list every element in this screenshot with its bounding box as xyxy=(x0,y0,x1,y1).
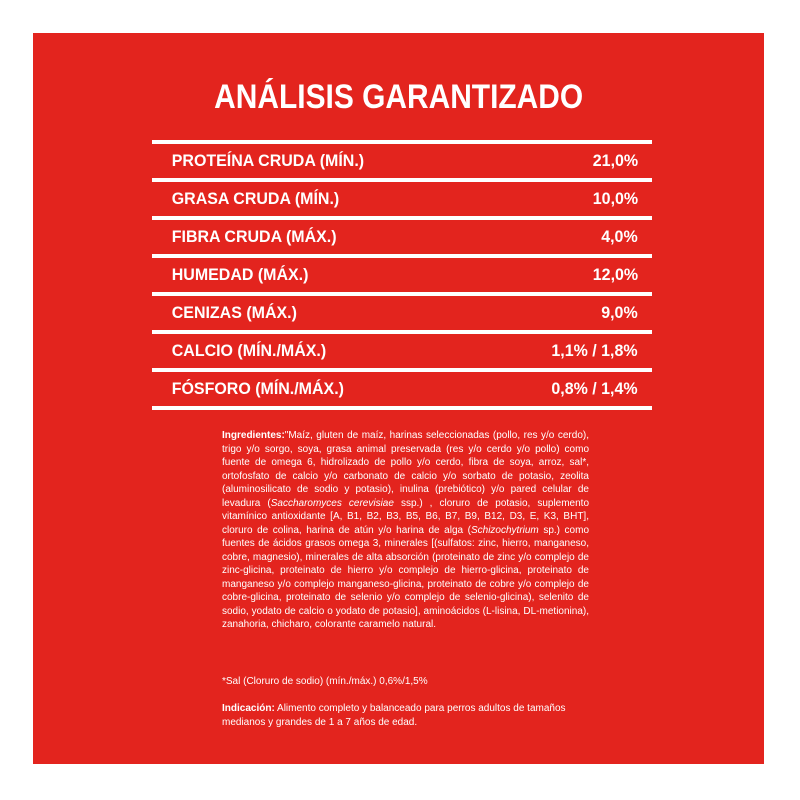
table-row xyxy=(152,330,652,368)
ingredients-paragraph xyxy=(222,429,589,632)
row-label: PROTEÍNA CRUDA (MÍN.) xyxy=(171,151,365,170)
row-value: 4,0% xyxy=(601,227,638,246)
row-value: 1,1% / 1,8% xyxy=(551,341,638,360)
row-label: FIBRA CRUDA (MÁX.) xyxy=(171,227,337,246)
row-label: CALCIO (MÍN./MÁX.) xyxy=(171,341,327,360)
table-row xyxy=(152,140,652,178)
row-value: 0,8% / 1,4% xyxy=(551,379,638,398)
table-row xyxy=(152,368,652,406)
row-label: HUMEDAD (MÁX.) xyxy=(171,265,309,284)
ingredients-segment: Ingredientes: xyxy=(222,430,285,441)
row-label: CENIZAS (MÁX.) xyxy=(171,303,297,322)
salt-footnote: *Sal (Cloruro de sodio) (mín./máx.) 0,6%/1,5% xyxy=(222,676,428,687)
indication-text: Alimento completo y balanceado para perros adultos de tamaños medianos y grandes de 1 a 7 años de edad. xyxy=(222,703,566,728)
table-row xyxy=(152,178,652,216)
row-value: 10,0% xyxy=(592,189,638,208)
ingredients-segment: ssp.) , cloruro de potasio, suplemento vitamínico antioxidante [A, B1, B2, B3, B5, B6, B7, B9, B12, D3, E, K3, BHT], cloruro de colina, harina de atún y/o harina de alga ( xyxy=(222,497,590,536)
row-value: 9,0% xyxy=(601,303,638,322)
ingredients-segment: Saccharomyces cerevisiae xyxy=(270,497,394,509)
guaranteed-analysis-panel xyxy=(33,33,764,764)
ingredients-segment: Schizochytrium xyxy=(470,524,539,536)
indication-paragraph xyxy=(222,702,589,729)
row-label: GRASA CRUDA (MÍN.) xyxy=(171,189,340,208)
row-label: FÓSFORO (MÍN./MÁX.) xyxy=(171,379,344,398)
indication-heading: Indicación: xyxy=(222,703,275,714)
page-title xyxy=(33,80,764,116)
page-title-text: ANÁLISIS GARANTIZADO xyxy=(213,78,583,116)
row-value: 21,0% xyxy=(592,151,638,170)
row-value: 12,0% xyxy=(592,265,638,284)
table-row xyxy=(152,216,652,254)
analysis-table xyxy=(152,140,652,410)
ingredients-segment: sp.) como fuentes de ácidos grasos omega 3, minerales [(sulfatos: zinc, hierro, manganeso, cobre, magnesio), minerales de alta absorción (proteinato de zinc y/o complejo de zinc-glicina, proteinato de hierro y/o complejo de hierro-glicina, proteinato de manganeso y/o complejo manganeso-glicina, proteinato de cobre y/o complejo de cobre-glicina, proteinato de selenio y/o complejo de selenio-glicina), selenito de sodio, yodato de calcio o yodato de potasio], aminoácidos (L-lisina, DL-metionina), zanahoria, chicharo, colorante caramelo natural. xyxy=(222,524,589,630)
table-row xyxy=(152,254,652,292)
ingredients-segment: "Maíz, gluten de maíz, harinas seleccionadas (pollo, res y/o cerdo), trigo y/o sorgo, soya, grasa animal preservada (res y/o cerdo y/o pollo) como fuente de omega 6, hidrolizado de pollo y/o cerdo, fibra de soya, arroz, sal*, ortofosfato de calcio y/o carbonato de calcio y/o sorbato de potasio, zeolita (aluminosilicato de sodio y potasio), inulina (prebiótico) y/o pared celular de levadura ( xyxy=(222,430,589,509)
table-row xyxy=(152,292,652,330)
